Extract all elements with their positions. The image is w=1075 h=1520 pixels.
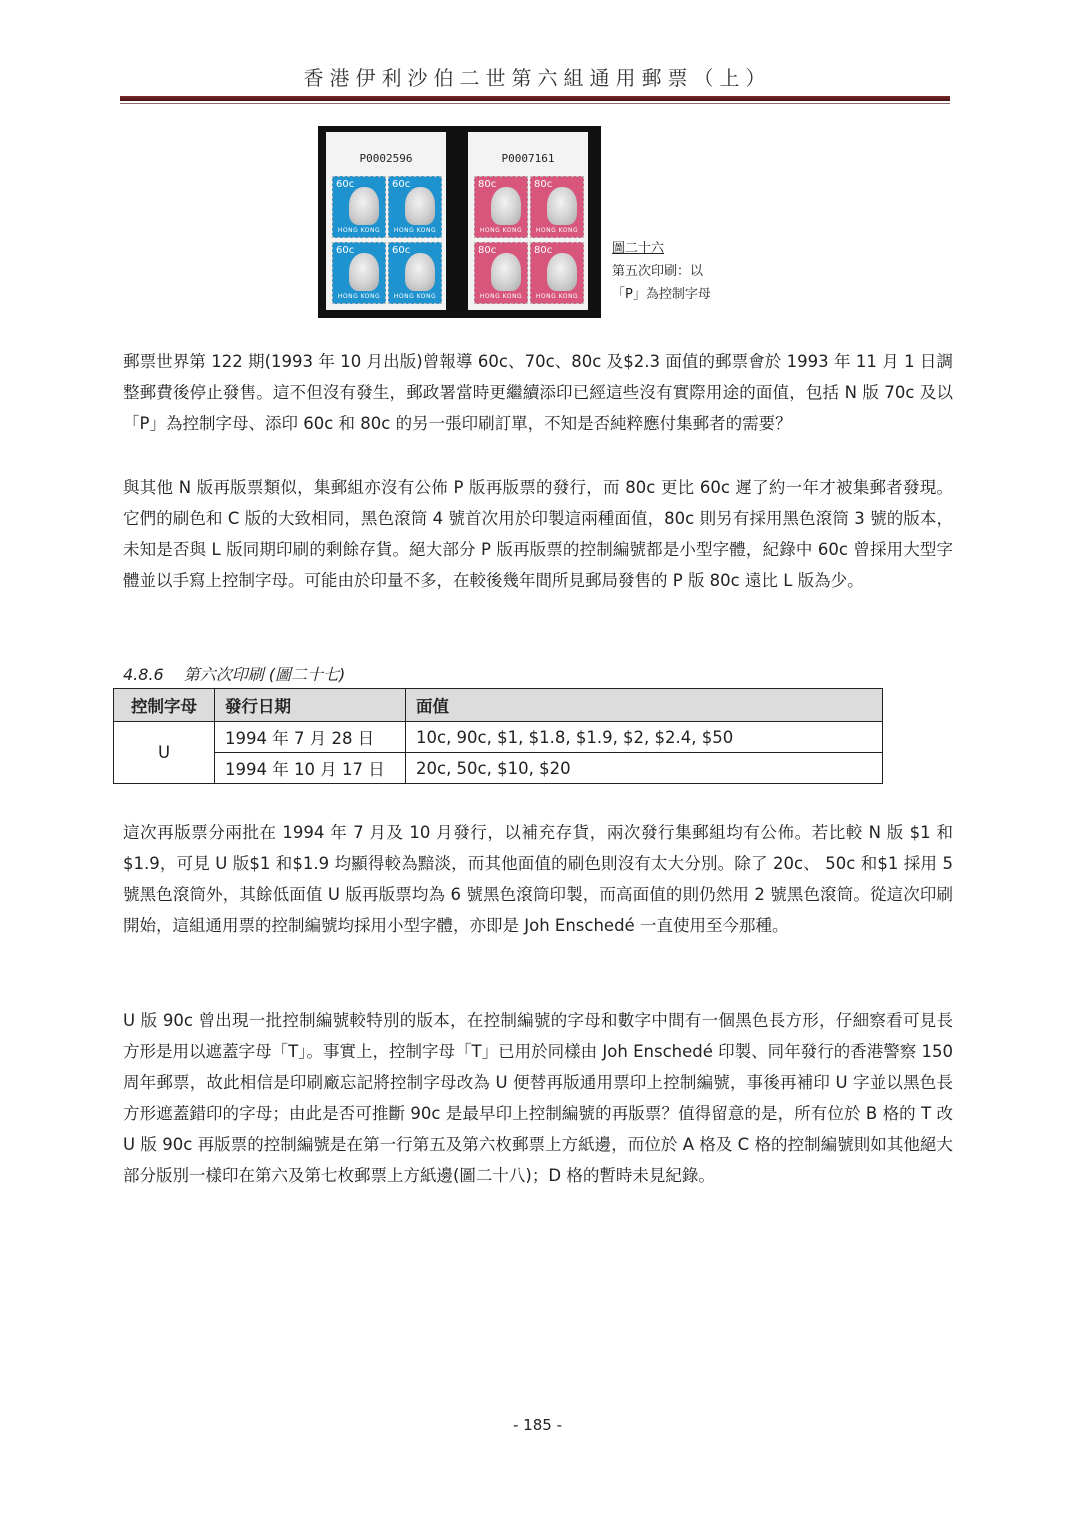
- paragraph-3: 這次再版票分兩批在 1994 年 7 月及 10 月發行，以補充存貨，兩次發行集郵組均有公佈。若比較 N 版 $1 和$1.9，可見 U 版$1 和$1.9 均顯得較為黯淡，而其他面值的刷色則沒有太大分別。除了 20c、 50c 和$1 採用 5 號黑色滾筒外，其餘低面值 U 版再版票均為 6 號黑色滾筒印製，而高面值的則仍然用 2 號黑色滾筒。從這次印刷開始，這組通用票的控制編號均採用小型字體，亦即是 Joh Enschedé 一直使用至今那種。: [123, 823, 953, 935]
- date-cell: 1994 年 7 月 28 日: [215, 722, 406, 753]
- page-header-title: 香港伊利沙伯二世第六組通用郵票（上）: [303, 66, 772, 90]
- section-title: 第六次印刷 (圖二十七): [183, 665, 346, 684]
- stamp-block-80c: [468, 132, 588, 310]
- paragraph-4: U 版 90c 曾出現一批控制編號較特別的版本，在控制編號的字母和數字中間有一個黑色長方形，仔細察看可見長方形是用以遮蓋字母「T」。事實上，控制字母「T」已用於同樣由 Joh Enschedé 印製、同年發行的香港警察 150 周年郵票，故此相信是印刷廠忘記將控制字母改為 U 便替再版通用票印上控制編號，事後再補印 U 字並以黑色長方形遮蓋錯印的字母；由此是否可推斷 90c 是最早印上控制編號的再版票？值得留意的是，所有位於 B 格的 T 改 U 版 90c 再版票的控制編號是在第一行第五及第六枚郵票上方紙邊，而位於 A 格及 C 格的控制編號則如其他絕大部分版別一樣印在第六及第七枚郵票上方紙邊(圖二十八)；D 格的暫時未見紀錄。: [123, 1011, 953, 1185]
- paragraph-2: 與其他 N 版再版票類似，集郵組亦沒有公佈 P 版再版票的發行，而 80c 更比 60c 遲了約一年才被集郵者發現。它們的刷色和 C 版的大致相同，黑色滾筒 4 號首次用於印製這兩種面值，80c 則另有採用黑色滾筒 3 號的版本，未知是否與 L 版同期印刷的剩餘存貨。絕大部分 P 版再版票的控制編號都是小型字體，紀錄中 60c 曾採用大型字體並以手寫上控制字母。可能由於印量不多，在較後幾年間所見郵局發售的 P 版 80c 遠比 L 版為少。: [123, 478, 953, 590]
- stamp-block-60c: [326, 132, 446, 310]
- stamp: 80c HONG KONG: [530, 242, 584, 304]
- figure-caption: [612, 237, 711, 306]
- control-number: P0007161: [501, 152, 555, 165]
- caption-line: 「P」為控制字母: [612, 287, 711, 302]
- stamp-photo: [318, 126, 601, 318]
- values-cell: 20c, 50c, $10, $20: [406, 753, 883, 784]
- stamp: 60c HONG KONG: [388, 176, 442, 238]
- caption-line: 第五次印刷：以: [612, 264, 704, 279]
- table-header: 面值: [406, 689, 883, 722]
- date-cell: 1994 年 10 月 17 日: [215, 753, 406, 784]
- control-letter-cell: U: [114, 722, 215, 784]
- table-header: 控制字母: [114, 689, 215, 722]
- paragraph-1: 郵票世界第 122 期(1993 年 10 月出版)曾報導 60c、70c、80c 及$2.3 面值的郵票會於 1993 年 11 月 1 日調整郵費後停止發售。這不但沒有發生，郵政署當時更繼續添印已經這些沒有實際用途的面值，包括 N 版 70c 及以「P」為控制字母、添印 60c 和 80c 的另一張印刷訂單，不知是否純粹應付集郵者的需要？: [123, 352, 953, 433]
- caption-figure-number: 圖二十六: [612, 241, 665, 256]
- section-number: 4.8.6: [123, 665, 164, 684]
- section-heading: [123, 662, 345, 685]
- table-row: [114, 753, 883, 784]
- control-number: P0002596: [359, 152, 413, 165]
- stamp: 80c HONG KONG: [530, 176, 584, 238]
- stamp: 60c HONG KONG: [332, 176, 386, 238]
- stamp: 80c HONG KONG: [474, 176, 528, 238]
- table-row: [114, 722, 883, 753]
- stamp: 80c HONG KONG: [474, 242, 528, 304]
- stamp: 60c HONG KONG: [332, 242, 386, 304]
- header-rule: [120, 96, 950, 101]
- stamp: 60c HONG KONG: [388, 242, 442, 304]
- header-rule-thin: [120, 103, 950, 104]
- table-header: 發行日期: [215, 689, 406, 722]
- issue-table: [113, 688, 883, 784]
- values-cell: 10c, 90c, $1, $1.8, $1.9, $2, $2.4, $50: [406, 722, 883, 753]
- page-number: - 185 -: [513, 1416, 562, 1434]
- table-header-row: [114, 689, 883, 722]
